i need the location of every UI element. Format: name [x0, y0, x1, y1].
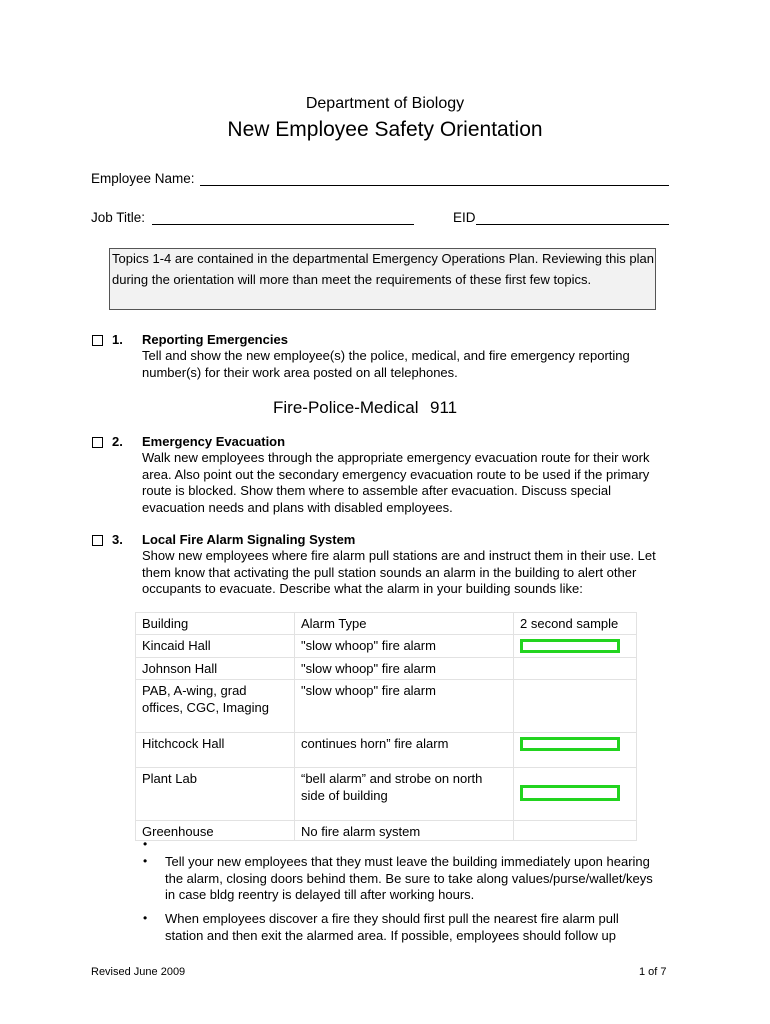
- section-1-text: Tell and show the new employee(s) the police, medical, and fire emergency reporting number(s) for their work area posted on all telephones.: [142, 348, 630, 380]
- sample-cell: [514, 658, 637, 680]
- building-cell: Plant Lab: [136, 768, 295, 821]
- revision-date: Revised June 2009: [91, 966, 186, 978]
- building-cell: Greenhouse: [136, 821, 295, 841]
- emergency-number: 911: [430, 398, 458, 417]
- sample-cell: [514, 733, 637, 768]
- bullet-marker: •: [143, 911, 148, 925]
- section-2-number: 2.: [112, 434, 123, 449]
- table-header-row: [136, 613, 637, 635]
- header-alarm-type: Alarm Type: [295, 613, 514, 635]
- section-3-heading: Local Fire Alarm Signaling System: [142, 532, 356, 547]
- eid-field[interactable]: [476, 210, 669, 225]
- bullet-marker: •: [143, 854, 148, 868]
- audio-sample-player[interactable]: [520, 639, 620, 653]
- alarm-table: [135, 612, 637, 841]
- alarm-type-cell: "slow whoop" fire alarm: [295, 635, 514, 658]
- audio-sample-player[interactable]: [520, 737, 620, 751]
- section-2-checkbox[interactable]: [92, 437, 103, 448]
- document-title: New Employee Safety Orientation: [227, 118, 543, 141]
- alarm-type-cell: No fire alarm system: [295, 821, 514, 841]
- employee-name-label: Employee Name:: [91, 171, 195, 186]
- building-cell: Johnson Hall: [136, 658, 295, 680]
- table-row: [136, 733, 637, 768]
- header-sample: 2 second sample: [514, 613, 637, 635]
- table-row: [136, 821, 637, 841]
- section-1-number: 1.: [112, 332, 123, 347]
- sample-cell: [514, 680, 637, 733]
- table-row: [136, 658, 637, 680]
- header-building: Building: [136, 613, 295, 635]
- job-title-field[interactable]: [152, 210, 414, 225]
- employee-name-field[interactable]: [200, 171, 669, 186]
- section-3-text: Show new employees where fire alarm pull stations are and instruct them in their use. Let them know that activating the pull station sounds an alarm in the building to alert other occupants to evacuate. Describe what the alarm in your building sounds like:: [142, 548, 656, 596]
- table-row: [136, 768, 637, 821]
- table-row: [136, 635, 637, 658]
- job-title-label: Job Title:: [91, 210, 146, 225]
- sample-cell: [514, 821, 637, 841]
- bullet-text: When employees discover a fire they should first pull the nearest fire alarm pull station and then exit the alarmed area. If possible, employees should follow up: [165, 911, 619, 943]
- building-cell: Hitchcock Hall: [136, 733, 295, 768]
- sample-cell: [514, 768, 637, 821]
- section-3-number: 3.: [112, 532, 123, 547]
- bullet-text: Tell your new employees that they must leave the building immediately upon hearing the alarm, closing doors behind them. Be sure to take along values/purse/wallet/keys in case bldg reentry is delayed till after working hours.: [165, 854, 653, 902]
- section-1-heading: Reporting Emergencies: [142, 332, 288, 347]
- alarm-type-cell: "slow whoop" fire alarm: [295, 658, 514, 680]
- topics-note-box: [109, 248, 656, 310]
- table-row: [136, 680, 637, 733]
- building-cell: PAB, A-wing, grad offices, CGC, Imaging: [136, 680, 295, 733]
- section-2-text: Walk new employees through the appropriate emergency evacuation route for their work area. Also point out the secondary emergency evacuation route to be used if the primary route is blocked. Show them where to assemble after evacuation. Discuss special evacuation needs and plans with disabled employees.: [142, 450, 650, 515]
- sample-cell: [514, 635, 637, 658]
- page-number: 1 of 7: [639, 966, 667, 978]
- department-name: Department of Biology: [305, 95, 465, 112]
- audio-sample-player[interactable]: [520, 785, 620, 801]
- alarm-type-cell: “bell alarm” and strobe on north side of building: [295, 768, 514, 821]
- alarm-type-cell: "slow whoop" fire alarm: [295, 680, 514, 733]
- eid-label: EID: [453, 210, 476, 225]
- topics-note-text: Topics 1-4 are contained in the departmental Emergency Operations Plan. Reviewing this plan during the orientation will more than meet the requirements of these first few topics.: [112, 251, 654, 287]
- bullet-marker: •: [143, 837, 148, 851]
- section-3-checkbox[interactable]: [92, 535, 103, 546]
- building-cell: Kincaid Hall: [136, 635, 295, 658]
- section-1-checkbox[interactable]: [92, 335, 103, 346]
- section-2-heading: Emergency Evacuation: [142, 434, 286, 449]
- emergency-label: Fire-Police-Medical: [273, 398, 419, 417]
- alarm-type-cell: continues horn” fire alarm: [295, 733, 514, 768]
